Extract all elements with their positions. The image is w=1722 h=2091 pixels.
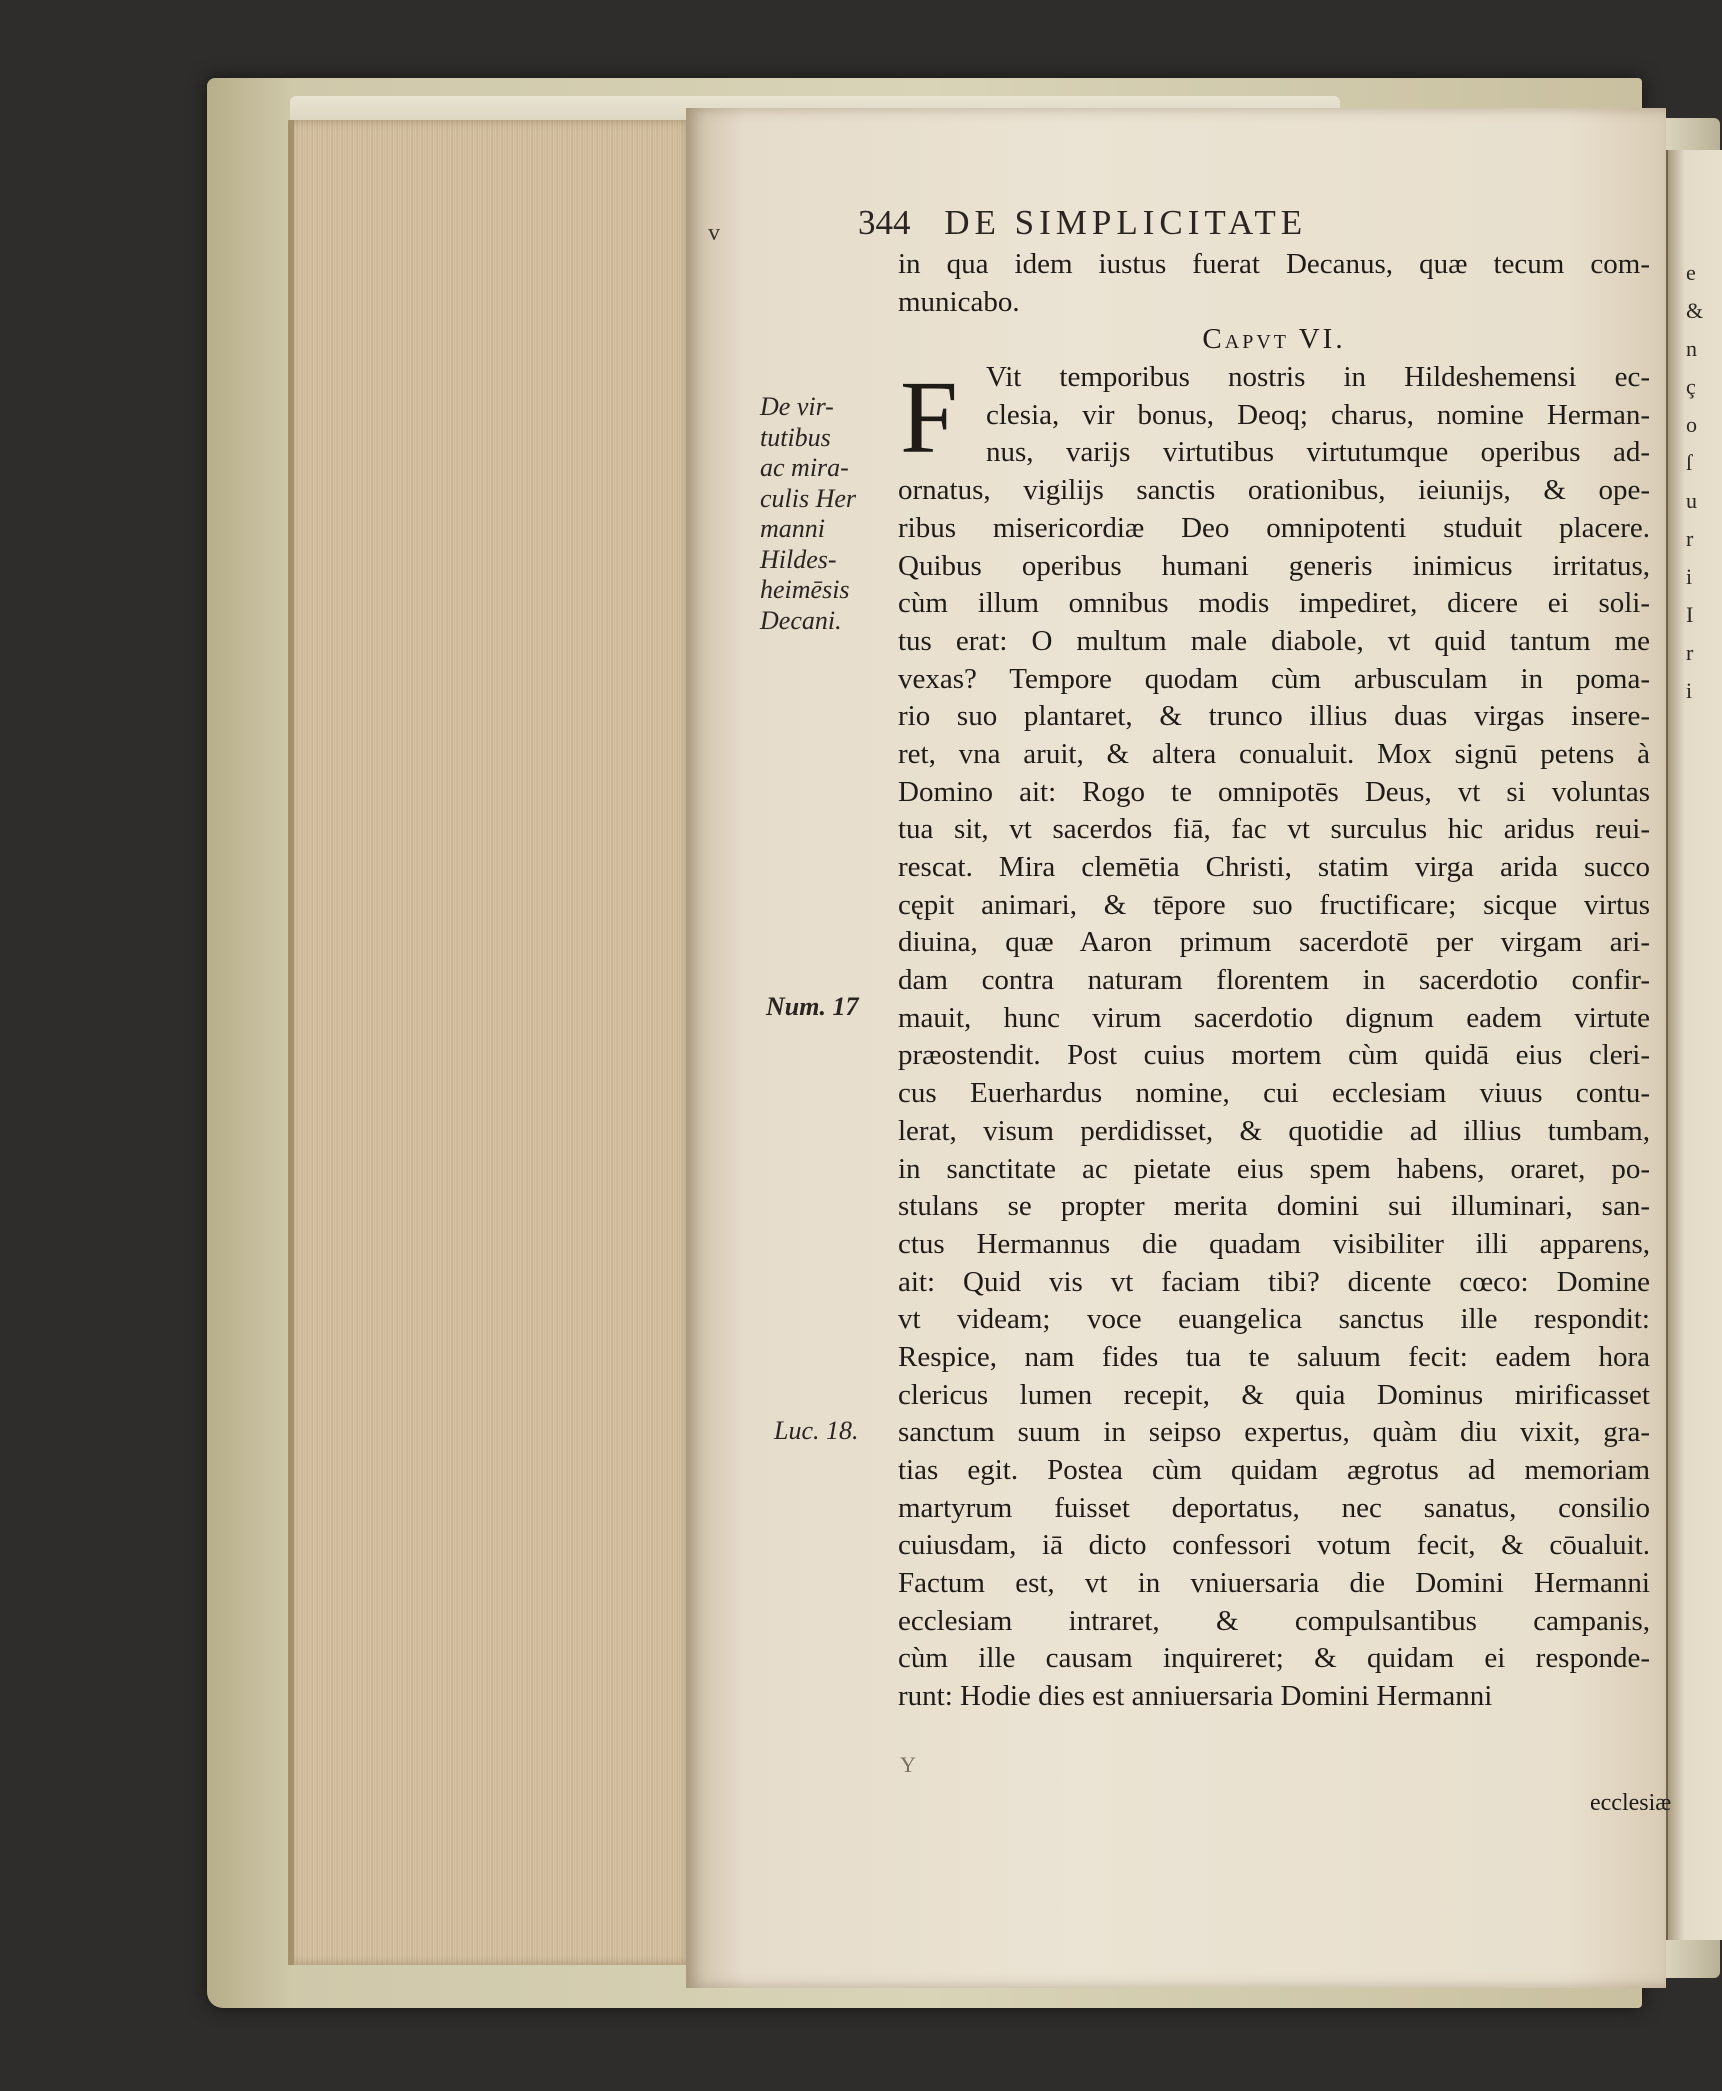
body-lines [898, 472, 1650, 1716]
running-title: DE SIMPLICITATE [944, 203, 1308, 242]
text-line: in qua idem iustus fuerat Decanus, quæ tecum com- [898, 248, 1650, 280]
catchword: ecclesiæ [1590, 1790, 1672, 1816]
text-line: dam contra naturam florentem in sacerdotio confir- [898, 964, 1650, 997]
margin-note-line: Hildes- [760, 544, 837, 574]
text-line: ret, vna aruit, & altera conualuit. Mox signū petens à [898, 737, 1650, 770]
chapter-heading: Capvt VI. [1202, 323, 1346, 356]
margin-note-line: Decani. [760, 605, 842, 635]
text-line: ornatus, vigilijs sanctis orationibus, ieiunijs, & ope- [898, 474, 1650, 507]
facing-page-edge [1666, 150, 1722, 1940]
facing-page-letter: i [1686, 678, 1693, 703]
margin-note-line: De vir- [760, 392, 834, 421]
stray-mark: v [708, 220, 720, 246]
text-line: ait: Quid vis vt faciam tibi? dicente cœco: Domine [898, 1265, 1650, 1298]
text-line: stulans se propter merita domini sui illuminari, san- [898, 1190, 1650, 1223]
text-line: clesia, vir bonus, Deoq; charus, nomine Herman- [986, 398, 1650, 431]
drop-cap: F [900, 360, 958, 475]
text-line: Factum est, vt in vniuersaria die Domini Hermanni [898, 1567, 1650, 1600]
text-line: Vit temporibus nostris in Hildeshemensi ec- [986, 361, 1650, 394]
margin-note-line: culis Her [760, 483, 857, 513]
facing-page-letter: & [1686, 298, 1704, 323]
facing-page-letter: I [1686, 602, 1694, 627]
margin-note-decani [760, 392, 856, 636]
facing-page-letter: u [1686, 488, 1697, 513]
margin-note-line: manni [760, 514, 825, 543]
margin-note-line: tutibus [760, 422, 831, 452]
text-line: sanctum suum in seipso expertus, quàm diu vixit, gra- [898, 1416, 1650, 1449]
text-line: tua sit, vt sacerdos fiā, fac vt surculus hic aridus reui- [898, 813, 1650, 846]
facing-page-letter: r [1686, 526, 1694, 551]
text-line: vexas? Tempore quodam cùm arbusculam in poma- [898, 662, 1650, 695]
text-line: præostendit. Post cuius mortem cùm quidā eius cleri- [898, 1039, 1650, 1072]
text-line: ctus Hermannus die quadam visibiliter illi apparens, [898, 1227, 1650, 1260]
text-line: rescat. Mira clemētia Christi, statim virga arida succo [898, 851, 1650, 883]
signature-mark: Y [900, 1752, 918, 1777]
text-line: tus erat: O multum male diabole, vt quid tantum me [898, 624, 1650, 657]
margin-note-line: ac mira- [760, 453, 849, 482]
text-line: in sanctitate ac pietate eius spem habens, oraret, po- [898, 1152, 1650, 1185]
margin-ref-luke: Luc. 18. [774, 1416, 859, 1445]
facing-page-letter: n [1686, 336, 1697, 361]
text-line: clericus lumen recepit, & quia Dominus mirificasset [898, 1378, 1650, 1411]
margin-ref-numeri: Num. 17 [766, 992, 859, 1021]
text-line: diuina, quæ Aaron primum sacerdotē per virgam ari- [898, 926, 1650, 959]
text-line: tias egit. Postea cùm quidam ægrotus ad memoriam [898, 1454, 1650, 1486]
text-line: Domino ait: Rogo te omnipotēs Deus, vt si voluntas [898, 775, 1650, 808]
text-line: cuiusdam, iā dicto confessori votum fecit, & cōualuit. [898, 1529, 1650, 1562]
text-line: municabo. [898, 285, 1020, 318]
text-line: lerat, visum perdidisset, & quotidie ad illius tumbam, [898, 1114, 1650, 1147]
text-line: mauit, hunc virum sacerdotio dignum eadem virtute [898, 1001, 1650, 1034]
text-line: runt: Hodie dies est anniuersaria Domini Hermanni [898, 1680, 1493, 1713]
facing-page-letter: ſ [1686, 450, 1693, 475]
facing-page-letter: ç [1686, 374, 1696, 399]
text-line: Quibus operibus humani generis inimicus irritatus, [898, 549, 1650, 582]
text-line: rio suo plantaret, & trunco illius duas virgas insere- [898, 700, 1650, 733]
page-number: 344 [858, 203, 911, 242]
text-line: cùm ille causam inquireret; & quidam ei responde- [898, 1642, 1650, 1675]
main-text-block [898, 246, 1650, 1716]
text-line: Respice, nam fides tua te saluum fecit: eadem hora [898, 1340, 1650, 1373]
text-line: ribus misericordiæ Deo omnipotenti studuit placere. [898, 511, 1650, 544]
text-line: ecclesiam intraret, & compulsantibus campanis, [898, 1604, 1650, 1637]
margin-note-line: heimēsis [760, 575, 850, 604]
facing-page-letter: r [1686, 640, 1694, 665]
facing-page-letter: e [1686, 260, 1696, 285]
text-line: vt videam; voce euangelica sanctus ille respondit: [898, 1303, 1650, 1336]
facing-page-letter: o [1686, 412, 1697, 437]
facing-page-letter: i [1686, 564, 1693, 589]
text-line: cùm illum omnibus modis impediret, dicere ei soli- [898, 587, 1650, 620]
text-line: cępit animari, & tēpore suo fructificare; sicque virtus [898, 888, 1650, 921]
running-head [858, 203, 1498, 247]
text-line: martyrum fuisset deportatus, nec sanatus, consilio [898, 1491, 1650, 1524]
text-line: nus, varijs virtutibus virtutumque operibus ad- [986, 436, 1650, 469]
page-block-fore-edge [288, 120, 694, 1965]
text-line: cus Euerhardus nomine, cui ecclesiam viuus contu- [898, 1077, 1650, 1110]
